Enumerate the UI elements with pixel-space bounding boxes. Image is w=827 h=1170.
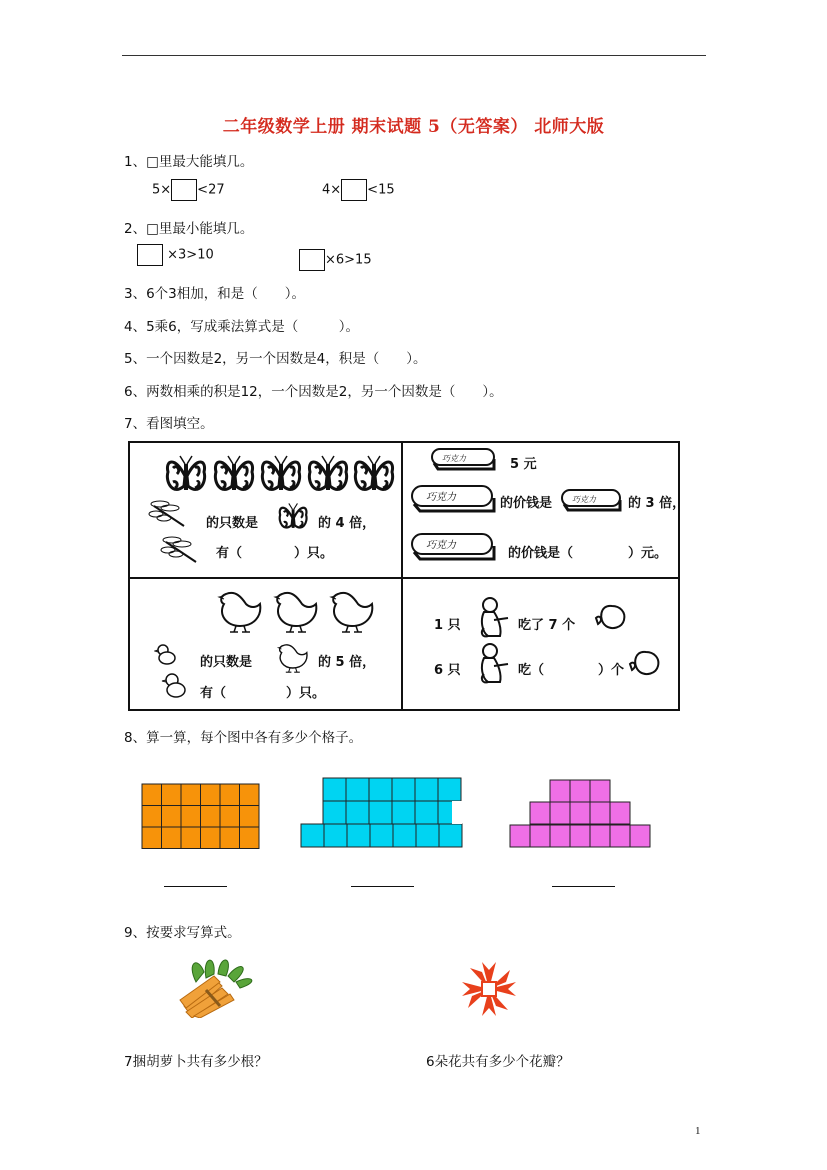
grid-square xyxy=(415,801,438,824)
cell1-line2-a: 有（ xyxy=(216,546,243,561)
svg-text:巧克力: 巧克力 xyxy=(572,495,596,504)
cell2-line2-a: 的价钱是（ xyxy=(508,546,574,561)
peach-icon xyxy=(592,600,632,632)
grid-square xyxy=(346,801,369,824)
hen-icon xyxy=(275,593,316,632)
q1-a-left: 5× xyxy=(152,182,172,198)
hen-icon xyxy=(276,640,310,676)
grid-square xyxy=(162,806,182,828)
q1-expr-a xyxy=(152,179,225,201)
cell4-line1-b: 吃了 7 个 xyxy=(518,618,576,633)
q9-item-a: 7捆胡萝卜共有多少根？ xyxy=(124,1054,268,1070)
question-9: 9、按要求写算式。 xyxy=(124,925,241,941)
q1-expr-b xyxy=(322,179,395,201)
carrot-bundle-icon xyxy=(176,952,262,1018)
grid-square xyxy=(570,825,590,847)
grid-square xyxy=(570,802,590,824)
cyan-grid-figure xyxy=(301,778,462,847)
grid-square xyxy=(590,780,610,802)
butterfly-icon xyxy=(262,456,299,490)
hen-icon xyxy=(219,593,260,632)
dragonfly-icon xyxy=(160,536,202,566)
grid-figures xyxy=(140,774,670,852)
grid-square xyxy=(570,780,590,802)
grid-square xyxy=(590,825,610,847)
question-4: 4、5乘6，写成乘法算式是（ ）。 xyxy=(124,319,360,335)
grid-square xyxy=(392,801,415,824)
grid-square xyxy=(530,802,550,824)
answer-line[interactable] xyxy=(351,886,414,887)
grid-square xyxy=(439,824,462,847)
grid-square xyxy=(610,825,630,847)
grid-square xyxy=(323,801,346,824)
grid-square xyxy=(301,824,324,847)
q1-b-right: <15 xyxy=(367,182,395,198)
butterfly-icon xyxy=(167,456,204,490)
cell4-line1-a: 1 只 xyxy=(434,618,461,633)
monkey-icon xyxy=(476,642,512,686)
butterfly-icon xyxy=(355,456,392,490)
page-title: 二年级数学上册 期末试题 5（无答案） 北师大版 xyxy=(222,117,605,137)
question-6: 6、两数相乘的积是12，一个因数是2，另一个因数是（ ）。 xyxy=(124,384,503,400)
question-2: 2、□里最小能填几。 xyxy=(124,221,254,237)
page-number: 1 xyxy=(695,1125,701,1137)
figure-notch xyxy=(452,801,462,824)
grid-square xyxy=(162,827,182,849)
chocolate-small-icon xyxy=(430,447,500,471)
grid-square xyxy=(181,827,201,849)
grid-square xyxy=(323,778,346,801)
q1-b-left: 4× xyxy=(322,182,342,198)
svg-text:巧克力: 巧克力 xyxy=(426,492,456,503)
answer-line[interactable] xyxy=(552,886,615,887)
grid-square xyxy=(201,806,221,828)
svg-text:巧克力: 巧克力 xyxy=(426,540,456,551)
dragonfly-icon xyxy=(148,500,190,530)
flower-icon xyxy=(458,958,520,1020)
answer-line[interactable] xyxy=(164,886,227,887)
grid-divider-horizontal xyxy=(128,577,680,579)
peach-icon xyxy=(624,646,668,680)
cell3-line1-a: 的只数是 xyxy=(200,655,253,670)
grid-square xyxy=(240,806,260,828)
grid-square xyxy=(162,784,182,806)
answer-box[interactable] xyxy=(341,179,367,201)
question-1: 1、□里最大能填几。 xyxy=(124,154,254,170)
chick-icon xyxy=(160,670,190,700)
butterfly-icon xyxy=(215,456,252,490)
grid-square xyxy=(347,824,370,847)
cell1-line1-a: 的只数是 xyxy=(206,516,259,531)
question-5: 5、一个因数是2，另一个因数是4，积是（ ）。 xyxy=(124,351,427,367)
q9-item-b: 6朵花共有多少个花瓣？ xyxy=(426,1054,570,1070)
cell1-line2-b: ）只。 xyxy=(294,546,334,561)
grid-square xyxy=(240,827,260,849)
grid-square xyxy=(550,780,570,802)
cell4-line2-c: ）个 xyxy=(598,663,625,678)
butterfly-icon xyxy=(278,502,312,532)
chocolate-large-icon xyxy=(410,484,498,514)
chocolate-small-icon xyxy=(560,488,626,512)
question-7: 7、看图填空。 xyxy=(124,416,214,432)
cell2-line2-b: ）元。 xyxy=(628,546,668,561)
chocolate-label: 巧克力 xyxy=(442,454,466,463)
grid-square xyxy=(142,784,162,806)
hen-row xyxy=(214,586,384,634)
cell3-line2-a: 有（ xyxy=(200,686,227,701)
grid-square xyxy=(240,784,260,806)
hen-icon xyxy=(331,593,372,632)
grid-square xyxy=(415,778,438,801)
grid-square xyxy=(416,824,439,847)
q2-expr-a xyxy=(137,244,214,266)
grid-square xyxy=(550,825,570,847)
question-3: 3、6个3相加，和是（ ）。 xyxy=(124,286,306,302)
grid-square xyxy=(324,824,347,847)
grid-square xyxy=(438,778,461,801)
grid-square xyxy=(220,827,240,849)
grid-square xyxy=(393,824,416,847)
cell3-line2-b: ）只。 xyxy=(286,686,326,701)
grid-square xyxy=(550,802,570,824)
grid-square xyxy=(392,778,415,801)
question-8: 8、算一算，每个图中各有多少个格子。 xyxy=(124,730,363,746)
pink-grid-figure xyxy=(510,780,650,847)
monkey-icon xyxy=(476,596,512,640)
cell3-line1-b: 的 5 倍， xyxy=(318,655,376,670)
grid-square xyxy=(220,806,240,828)
grid-square xyxy=(201,827,221,849)
q2-b-right: ×6>15 xyxy=(325,252,372,268)
chick-icon xyxy=(154,642,180,668)
q2-expr-b xyxy=(299,249,372,271)
grid-square xyxy=(142,806,162,828)
cell4-line2-a: 6 只 xyxy=(434,663,461,678)
orange-grid-figure xyxy=(142,784,259,849)
q1-a-right: <27 xyxy=(197,182,225,198)
grid-square xyxy=(510,825,530,847)
grid-square xyxy=(220,784,240,806)
grid-square xyxy=(610,802,630,824)
butterfly-row xyxy=(163,452,398,498)
grid-square xyxy=(201,784,221,806)
grid-divider-vertical xyxy=(401,441,403,711)
cell2-line1-b: 的 3 倍， xyxy=(628,496,686,511)
grid-square xyxy=(181,806,201,828)
answer-box[interactable] xyxy=(171,179,197,201)
header-rule xyxy=(122,55,706,56)
grid-square xyxy=(369,778,392,801)
grid-square xyxy=(590,802,610,824)
chocolate-large-icon xyxy=(410,532,498,562)
grid-square xyxy=(530,825,550,847)
q2-a-right: ×3>10 xyxy=(167,247,214,263)
answer-box[interactable] xyxy=(299,249,325,271)
butterfly-icon xyxy=(309,456,346,490)
grid-square xyxy=(370,824,393,847)
cell2-price: 5 元 xyxy=(510,457,537,472)
grid-square xyxy=(369,801,392,824)
grid-square xyxy=(630,825,650,847)
grid-square xyxy=(346,778,369,801)
cell1-line1-b: 的 4 倍， xyxy=(318,516,376,531)
cell2-line1-a: 的价钱是 xyxy=(500,496,553,511)
grid-square xyxy=(142,827,162,849)
answer-box[interactable] xyxy=(137,244,163,266)
cell4-line2-b: 吃（ xyxy=(518,663,545,678)
grid-square xyxy=(181,784,201,806)
